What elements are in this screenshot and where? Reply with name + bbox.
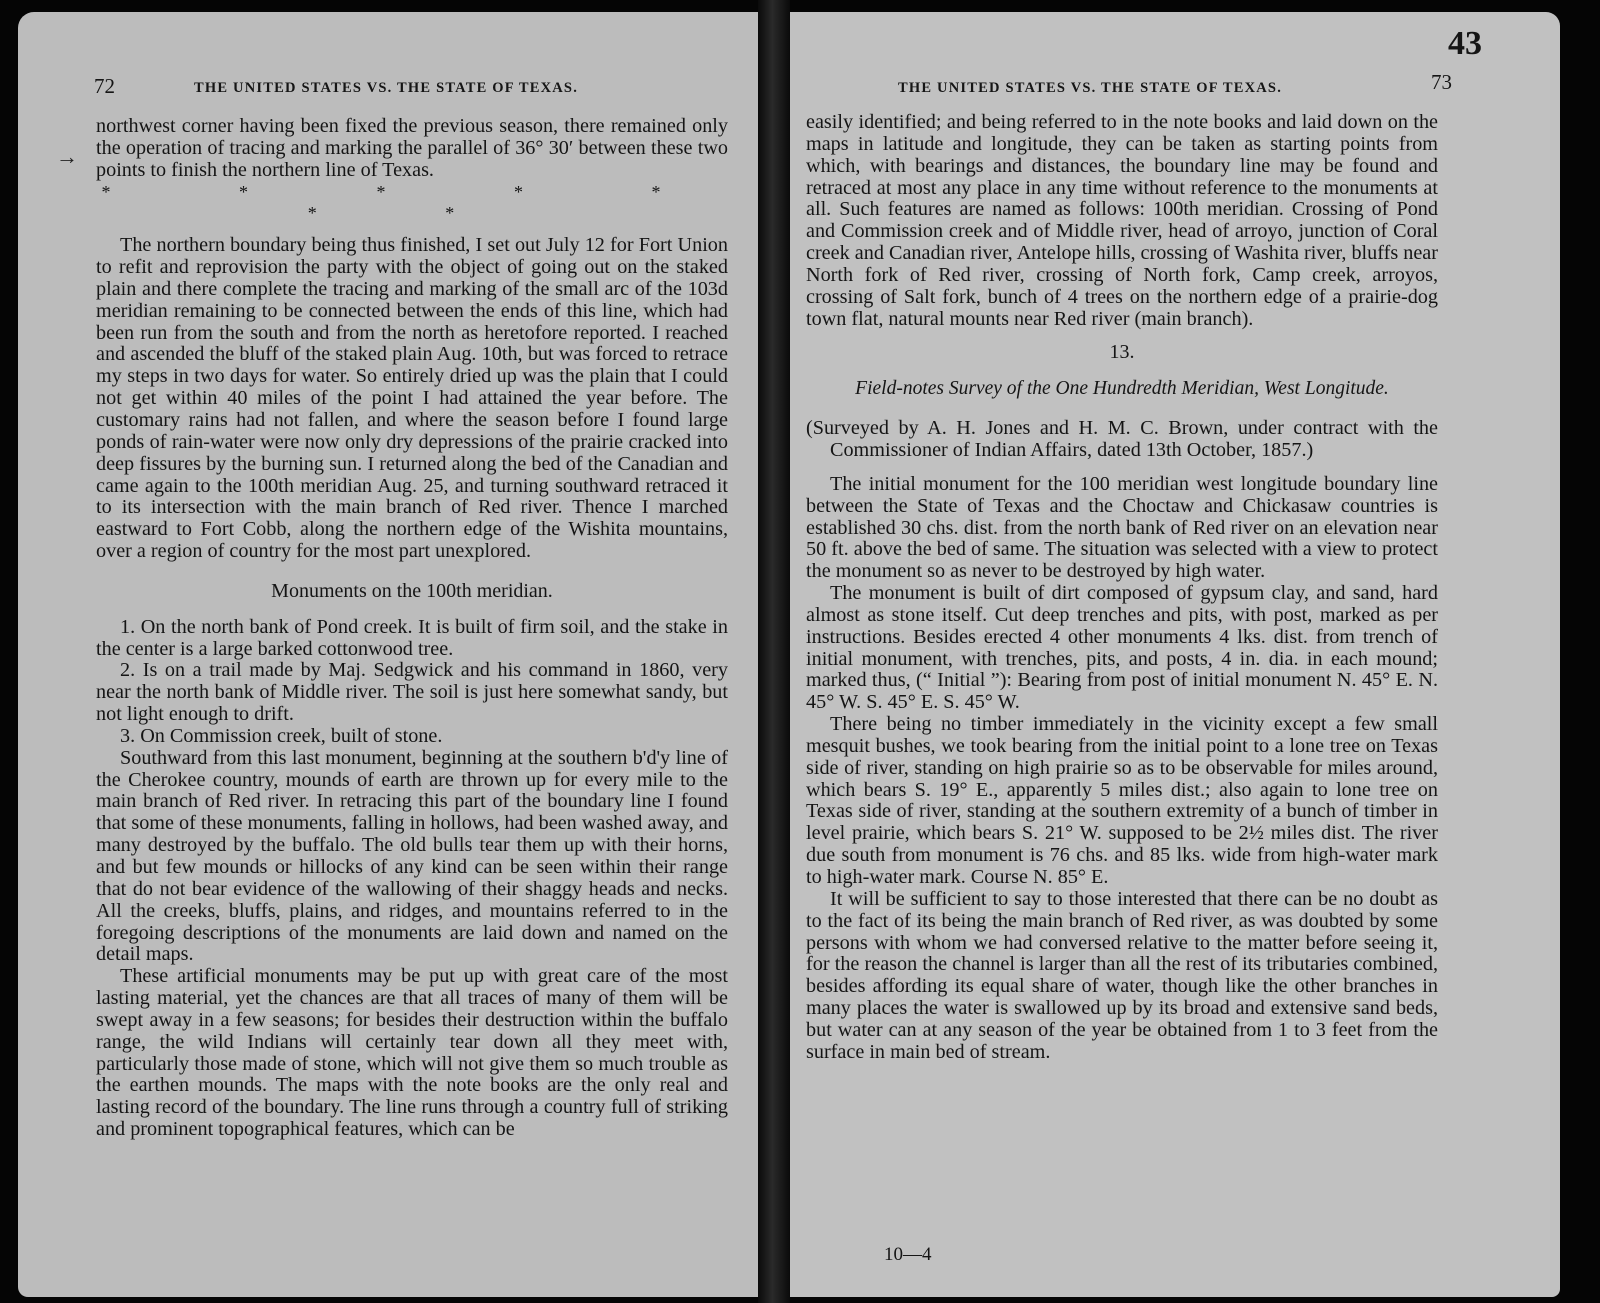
folio-number: 43	[1448, 25, 1482, 62]
paragraph: There being no timber immediately in the vicinity except a few small mesquit bushes, we took bearing from the initial point to a lone tree on Texas side of river, standing on high prairie so as to be observable for miles around, which bears S. 19° E., apparently 5 miles dist.; also again to lone tree on Texas side of river, standing at the southern extremity of a bunch of timber in level prairie, which bears S. 21° W. supposed to be 2½ miles dist. The river due south from monument is 76 chs. and 85 lks. wide from high-water mark to high-water mark. Course N. 85° E.	[806, 713, 1438, 888]
section-number: 13.	[1109, 341, 1135, 364]
signature-mark: 10—4	[884, 1244, 932, 1265]
list-item: 3. On Commission creek, built of stone.	[120, 724, 443, 747]
right-page	[790, 12, 1560, 1297]
running-header: THE UNITED STATES VS. THE STATE OF TEXAS.	[194, 80, 579, 96]
left-page	[18, 12, 758, 1297]
section-title: Field-notes Survey of the One Hundredth Meridian, West Longitude.	[855, 378, 1389, 400]
surveyed-by-note: (Surveyed by A. H. Jones and H. M. C. Brown, under contract with the Commissioner of Indian Affairs, dated 13th October, 1857.)	[806, 417, 1438, 461]
running-header: THE UNITED STATES VS. THE STATE OF TEXAS.	[898, 80, 1283, 96]
left-body	[96, 116, 728, 1141]
section-break: * * * * * * *	[101, 181, 723, 224]
paragraph: easily identified; and being referred to in the note books and laid down on the maps in latitude and longitude, they can be taken as starting points from which, with bearings and distances, the boundary line may be found and retraced at most any place in any time without reference to the monuments at all. Such features are named as follows: 100th meridian. Crossing of Pond and Commission creek and of Middle river, head of arroyo, junction of Coral creek and Canadian river, Antelope hills, crossing of Washita river, bluffs near North fork of Red river, crossing of North fork, Camp creek, arroyos, crossing of Salt fork, bunch of 4 trees on the northern edge of a prairie-dog town flat, natural mounts near Red river (main branch).	[806, 111, 1438, 330]
paragraph: The initial monument for the 100 meridian west longitude boundary line between the State of Texas and the Choctaw and Chickasaw countries is established 30 chs. dist. from the north bank of Red river on an elevation near 50 ft. above the bed of same. The situation was selected with a view to protect the monument so as never to be destroyed by high water.	[806, 472, 1438, 583]
section-heading: Monuments on the 100th meridian.	[271, 579, 553, 602]
list-item: 1. On the north bank of Pond creek. It is built of firm soil, and the stake in the center is a large barked cottonwood tree.	[96, 615, 728, 660]
paragraph: Southward from this last monument, beginning at the southern b'd'y line of the Cherokee country, mounds of earth are thrown up for every mile to the main branch of Red river. In retracing this part of the boundary line I found that some of these monuments, falling in hollows, had been washed away, and many destroyed by the buffalo. The old bulls tear them up with their horns, and but few mounds or hillocks of any kind can be seen within their range that do not bear evidence of the wallowing of their shaggy heads and necks. All the creeks, bluffs, plains, and ridges, and mountains referred to in the foregoing descriptions of the monuments are laid down and named on the detail maps.	[96, 746, 728, 966]
paragraph: It will be sufficient to say to those interested that there can be no doubt as to the fact of its being the main branch of Red river, as was doubted by some persons with whom we had conversed relative to the matter before seeing it, for the reason the channel is larger than all the rest of its tributaries combined, besides affording its equal share of water, though like the other branches in many places the water is swallowed up by its broad and extensive sand beds, but water can at any season of the year be obtained from 1 to 3 feet from the surface in main bed of stream.	[806, 887, 1438, 1063]
page-number: 72	[94, 74, 115, 98]
book-gutter	[758, 0, 790, 1303]
list-item: 2. Is on a trail made by Maj. Sedgwick and his command in 1860, very near the north bank of Middle river. The soil is just here somewhat sandy, but not light enough to drift.	[96, 659, 728, 726]
paragraph: northwest corner having been fixed the previous season, there remained only the operation of tracing and marking the parallel of 36° 30′ between these two points to finish the northern line of Texas.	[96, 115, 728, 181]
paragraph: The northern boundary being thus finished, I set out July 12 for Fort Union to refit and reprovision the party with the object of going out on the staked plain and there complete the tracing and marking of the small arc of the 103d meridian remaining to be connected between the ends of this line, which had been run from the south and from the north as heretofore reported. I reached and ascended the bluff of the staked plain Aug. 10th, but was forced to retrace my steps in two days for water. So entirely dried up was the plain that I could not get within 40 miles of the point I had attained the year before. The customary rains had not fallen, and where the season before I found large ponds of rain-water were now only dry depressions of the prairie cracked into deep fissures by the burning sun. I returned along the bed of the Canadian and came again to the 100th meridian Aug. 25, and turning southward retraced it to its intersection with the main branch of Red river. Thence I marched eastward to Fort Cobb, along the northern edge of the Wishita mountains, over a region of country for the most part unexplored.	[96, 234, 728, 563]
paragraph: The monument is built of dirt composed of gypsum clay, and sand, hard almost as stone itself. Cut deep trenches and pits, with post, marked as per instructions. Besides erected 4 other monuments 4 lks. dist. from trench of initial monument, with trenches, pits, and posts, 4 in. dia. in each mound; marked thus, (“ Initial ”): Bearing from post of initial monument N. 45° E. N. 45° W. S. 45° E. S. 45° W.	[806, 582, 1438, 714]
page-number: 73	[1431, 70, 1452, 94]
right-body	[806, 112, 1438, 1064]
margin-arrow-icon: →	[56, 144, 78, 169]
paragraph: These artificial monuments may be put up with great care of the most lasting material, yet the chances are that all traces of many of them will be swept away in a few seasons; for besides their destruction within the buffalo range, the wild Indians will certainly tear down all they meet with, particularly those made of stone, which will not give them so much trouble as the earthen mounds. The maps with the note books are the only real and lasting record of the boundary. The line runs through a country full of striking and prominent topographical features, which can be	[96, 965, 728, 1141]
